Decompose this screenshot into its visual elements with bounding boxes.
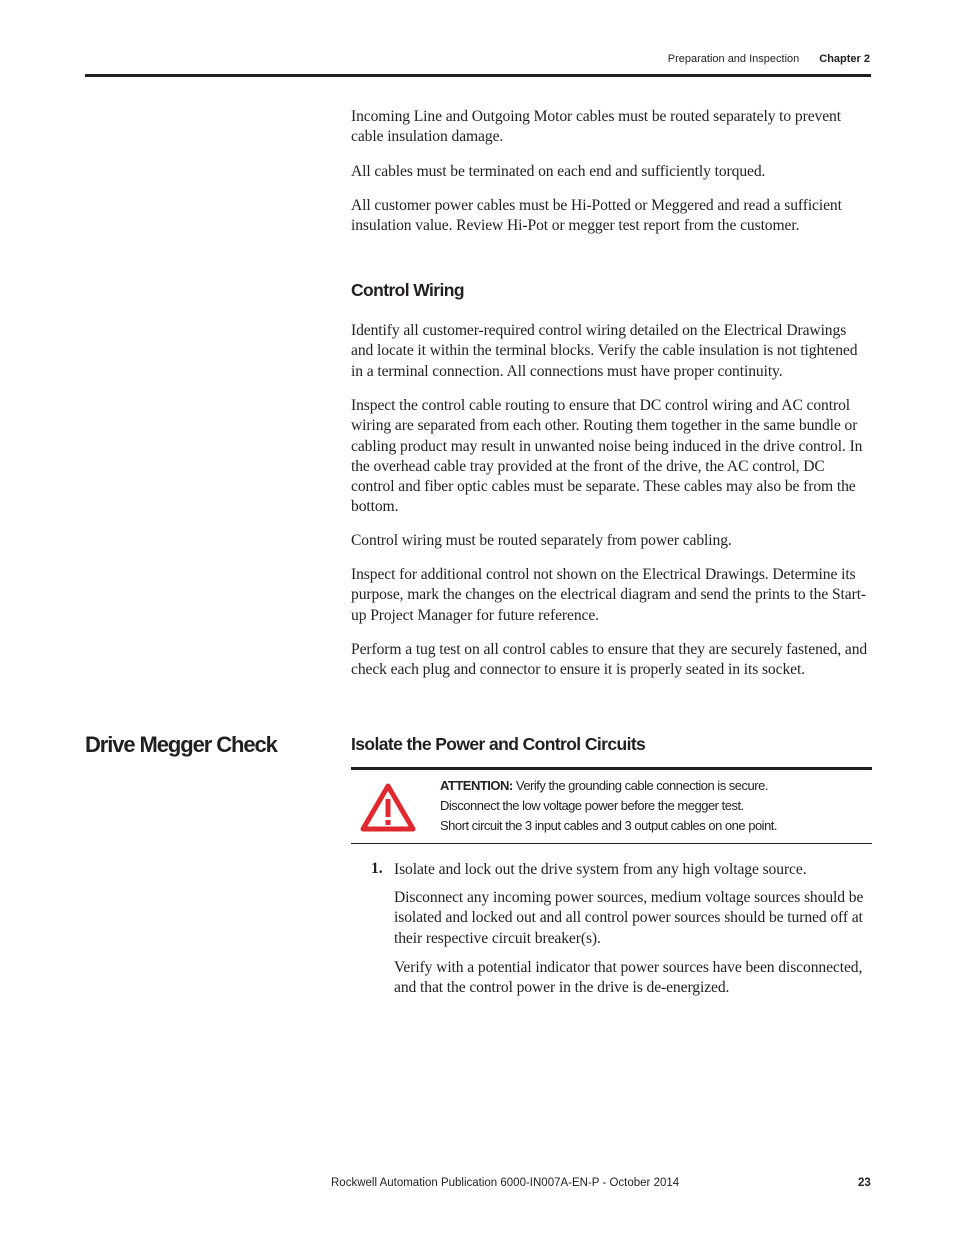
header-section: Preparation and Inspection — [667, 53, 800, 65]
header-rule — [85, 74, 871, 77]
intro-block — [351, 107, 871, 148]
paragraph: Identify all customer-required control wiring detailed on the Electrical Drawings and locate it within the terminal blocks. Verify the cable insulation is not tightened in a terminal connection. All connections must have proper continuity. — [351, 322, 858, 380]
attention-line — [440, 776, 777, 796]
step-number: 1. — [371, 860, 383, 877]
control-wiring-paragraph — [351, 640, 871, 681]
paragraph: All customer power cables must be Hi-Potted or Meggered and read a sufficient insulation value. Review Hi-Pot or megger test report from the customer. — [351, 197, 842, 235]
control-wiring-heading: Control Wiring — [351, 280, 464, 300]
paragraph: Incoming Line and Outgoing Motor cables must be routed separately to prevent cable insulation damage. — [351, 108, 841, 146]
step-detail: Verify with a potential indicator that power sources have been disconnected, and that the control power in the drive is de-energized. — [394, 959, 863, 997]
isolate-circuits-heading: Isolate the Power and Control Circuits — [351, 734, 646, 754]
attention-line-2: Disconnect the low voltage power before the megger test. — [440, 798, 744, 813]
control-wiring-paragraph — [351, 565, 871, 626]
page-number: 23 — [858, 1177, 871, 1189]
intro-block — [351, 162, 871, 182]
attention-line-3: Short circuit the 3 input cables and 3 output cables on one point. — [440, 818, 778, 833]
paragraph: Inspect for additional control not shown on the Electrical Drawings. Determine its purpose, mark the changes on the electrical diagram and send the prints to the Start-up Project Manager for future reference. — [351, 566, 867, 624]
step-detail-block — [394, 958, 872, 999]
header-chapter: Chapter 2 — [819, 53, 870, 65]
control-wiring-paragraph — [351, 531, 871, 551]
running-header — [668, 53, 870, 65]
drive-megger-check-title: Drive Megger Check — [85, 732, 277, 757]
step-detail-block — [394, 888, 872, 949]
attention-box — [351, 767, 872, 844]
step-detail: Disconnect any incoming power sources, medium voltage sources should be isolated and locked out and all control power sources should be turned off at their respective circuit breaker(s). — [394, 889, 864, 947]
attention-text — [440, 776, 777, 836]
step-text: Isolate and lock out the drive system from any high voltage source. — [394, 861, 807, 878]
control-wiring-paragraph — [351, 321, 871, 382]
publication-info: Rockwell Automation Publication 6000-IN007A-EN-P - October 2014 — [331, 1177, 680, 1189]
attention-label: ATTENTION: — [440, 778, 513, 793]
control-wiring-paragraph — [351, 396, 871, 518]
intro-block — [351, 196, 871, 237]
paragraph: Perform a tug test on all control cables to ensure that they are securely fastened, and check each plug and connector to ensure it is properly seated in its socket. — [351, 641, 868, 679]
paragraph: Inspect the control cable routing to ensure that DC control wiring and AC control wiring are separated from each other. Routing them together in the same bundle or cabling product may result in unwanted noise being induced in the drive control. In the overhead cable tray provided at the front of the drive, the AC control, DC control and fiber optic cables must be separate. These cables may also be from the bottom. — [351, 397, 863, 516]
step-text-block — [394, 860, 872, 880]
warning-triangle-icon — [360, 783, 416, 833]
paragraph: Control wiring must be routed separately from power cabling. — [351, 532, 732, 549]
attention-line-1: Verify the grounding cable connection is secure. — [515, 778, 768, 793]
paragraph: All cables must be terminated on each end and sufficiently torqued. — [351, 163, 766, 180]
